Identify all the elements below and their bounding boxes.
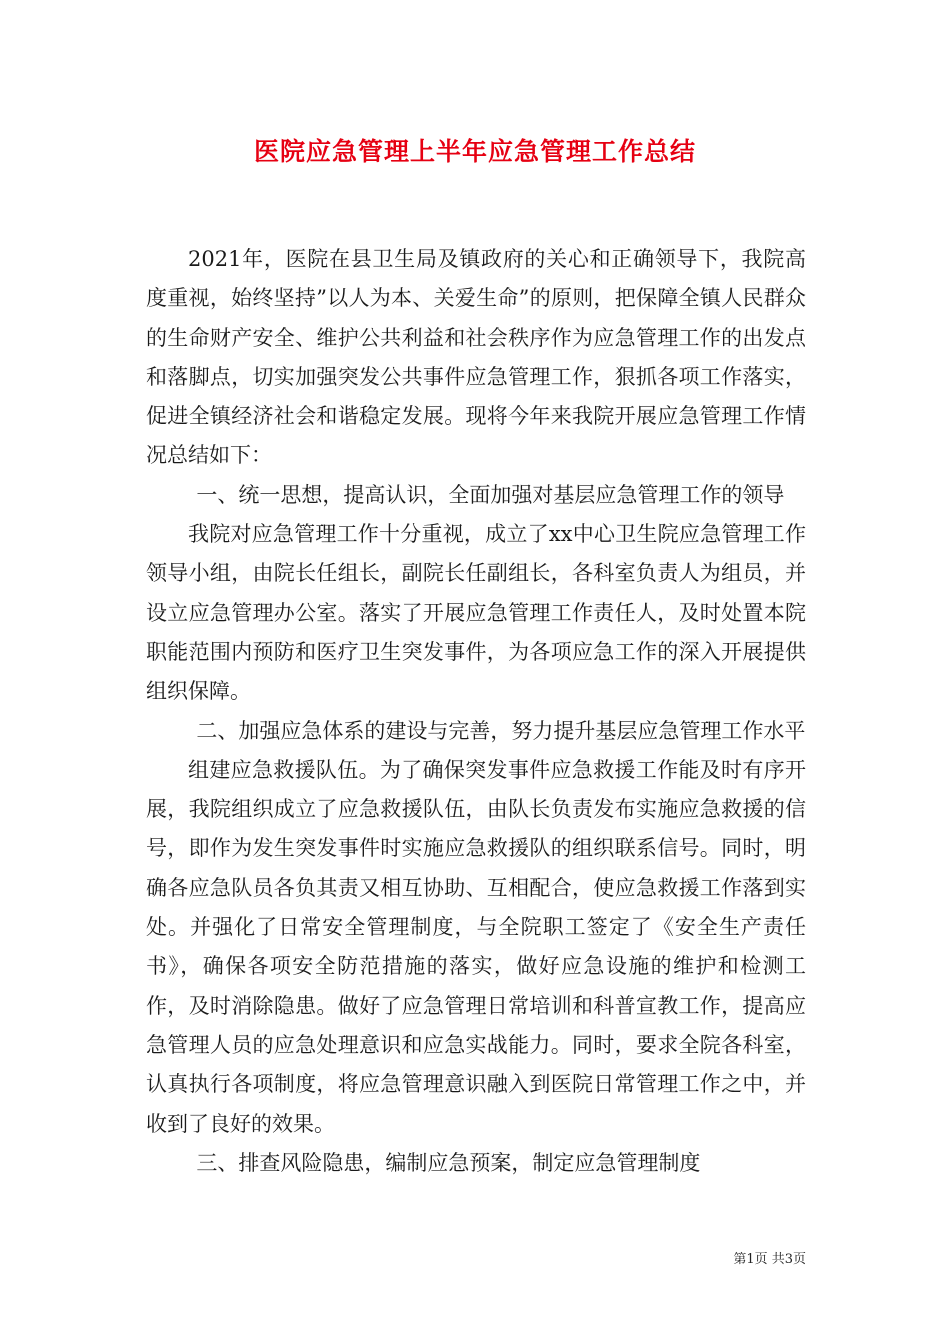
page-number: 第1页 共3页 [733,1252,806,1267]
section-heading-3: 三、排查风险隐患，编制应急预案，制定应急管理制度 [196,1150,701,1175]
section-paragraph-2: 组建应急救援队伍。为了确保突发事件应急救援工作能及时有序开展，我院组织成立了应急救援队伍，由队长负责发布实施应急救援的信号，即作为发生突发事件时实施应急救援队的组织联系信号。同时，明确各应急队员各负其责又相互协助、互相配合，使应急救援工作落到实处。并强化了日常安全管理制度，与全院职工签定了《安全生产责任书》，确保各项安全防范措施的落实，做好应急设施的维护和检测工作，及时消除隐患。做好了应急管理日常培训和科普宣教工作，提高应急管理人员的应急处理意识和应急实战能力。同时，要求全院各科室，认真执行各项制度，将应急管理意识融入到医院日常管理工作之中，并收到了良好的效果。 [146,757,806,1136]
section-paragraph-1: 我院对应急管理工作十分重视，成立了xx中心卫生院应急管理工作领导小组，由院长任组长，副院长任副组长，各科室负责人为组员，并设立应急管理办公室。落实了开展应急管理工作责任人，及时处置本院职能范围内预防和医疗卫生突发事件，为各项应急工作的深入开展提供组织保障。 [146,522,806,704]
intro-paragraph: 2021年，医院在县卫生局及镇政府的关心和正确领导下，我院高度重视，始终坚持”以人为本、关爱生命”的原则，把保障全镇人民群众的生命财产安全、维护公共利益和社会秩序作为应急管理工作的出发点和落脚点，切实加强突发公共事件应急管理工作，狠抓各项工作落实，促进全镇经济社会和谐稳定发展。现将今年来我院开展应急管理工作情况总结如下： [146,247,806,468]
document-body [146,240,806,1183]
section-heading-1: 一、统一思想，提高认识，全面加强对基层应急管理工作的领导 [196,482,785,507]
section-heading-2: 二、加强应急体系的建设与完善，努力提升基层应急管理工作水平 [196,718,806,743]
document-title: 医院应急管理上半年应急管理工作总结 [253,137,696,166]
